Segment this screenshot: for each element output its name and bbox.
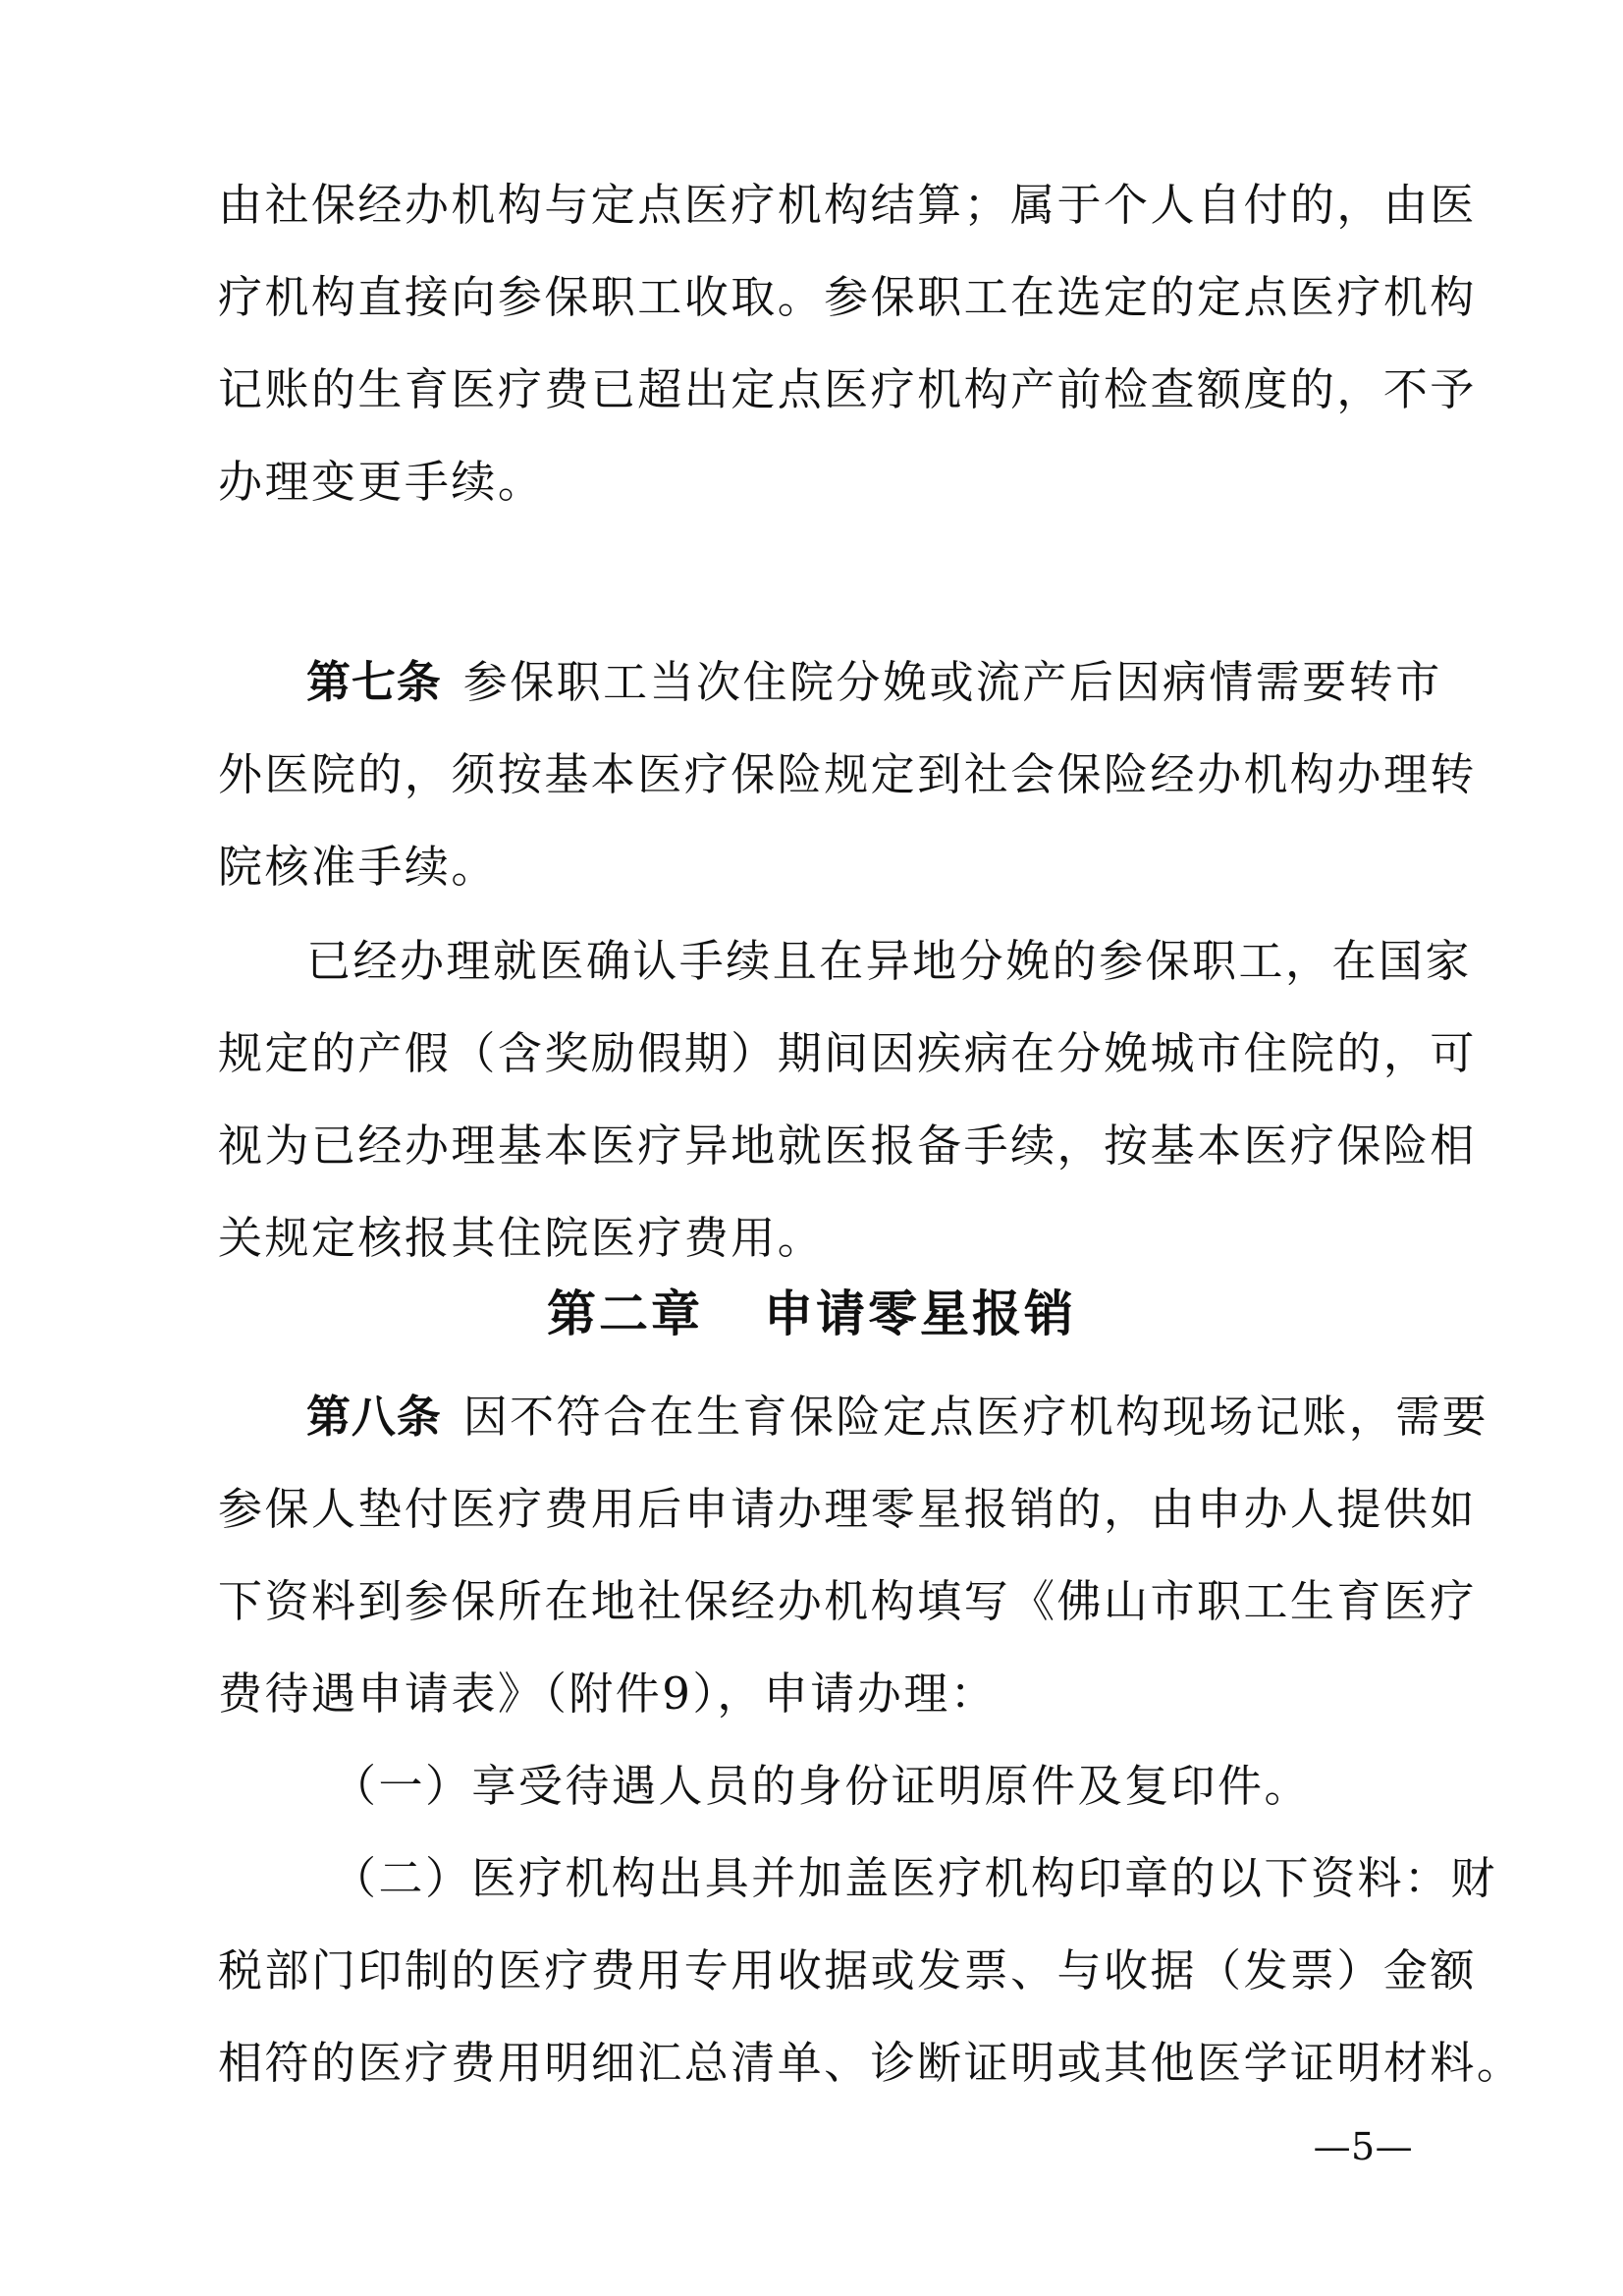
paragraph-line: 已经办理就医确认手续且在异地分娩的参保职工，在国家 — [306, 935, 1472, 987]
article-8-text: 因不符合在生育保险定点医疗机构现场记账，需要 — [462, 1391, 1489, 1443]
paragraph-line: 办理变更手续。 — [218, 456, 545, 508]
paragraph-line: 由社保经办机构与定点医疗机构结算；属于个人自付的，由医 — [218, 179, 1477, 231]
paragraph-line: 相符的医疗费用明细汇总清单、诊断证明或其他医学证明材料。 — [218, 2037, 1524, 2089]
chapter-heading — [0, 1267, 1623, 1361]
paragraph-line: 税部门印制的医疗费用专用收据或发票、与收据（发票）金额 — [218, 1944, 1477, 1996]
list-item: （二）医疗机构出具并加盖医疗机构印章的以下资料：财 — [332, 1852, 1497, 1904]
page-number: —5— — [1313, 2125, 1413, 2168]
article-8-heading: 第八条 — [306, 1391, 442, 1443]
paragraph-line: 记账的生育医疗费已超出定点医疗机构产前检查额度的，不予 — [218, 363, 1477, 415]
article-8-first-line — [306, 1373, 1489, 1461]
article-7-heading: 第七条 — [306, 656, 442, 708]
paragraph-line: 费待遇申请表》（附件9），申请办理： — [218, 1667, 998, 1720]
paragraph-line: 关规定核报其住院医疗费用。 — [218, 1212, 825, 1264]
paragraph-line: 视为已经办理基本医疗异地就医报备手续，按基本医疗保险相 — [218, 1120, 1477, 1172]
list-item: （一）享受待遇人员的身份证明原件及复印件。 — [332, 1760, 1311, 1812]
article-7-text: 参保职工当次住院分娩或流产后因病情需要转市 — [462, 656, 1442, 708]
chapter-number: 第二章 — [547, 1285, 703, 1342]
article-7-first-line — [306, 638, 1442, 727]
paragraph-line: 下资料到参保所在地社保经办机构填写《佛山市职工生育医疗 — [218, 1575, 1477, 1627]
paragraph-line: 参保人垫付医疗费用后申请办理零星报销的，由申办人提供如 — [218, 1483, 1477, 1535]
paragraph-line: 疗机构直接向参保职工收取。参保职工在选定的定点医疗机构 — [218, 271, 1477, 323]
paragraph-line: 外医院的，须按基本医疗保险规定到社会保险经办机构办理转 — [218, 748, 1477, 800]
chapter-title: 申请零星报销 — [764, 1285, 1076, 1342]
paragraph-line: 规定的产假（含奖励假期）期间因疾病在分娩城市住院的，可 — [218, 1027, 1477, 1079]
paragraph-line: 院核准手续。 — [218, 841, 498, 893]
